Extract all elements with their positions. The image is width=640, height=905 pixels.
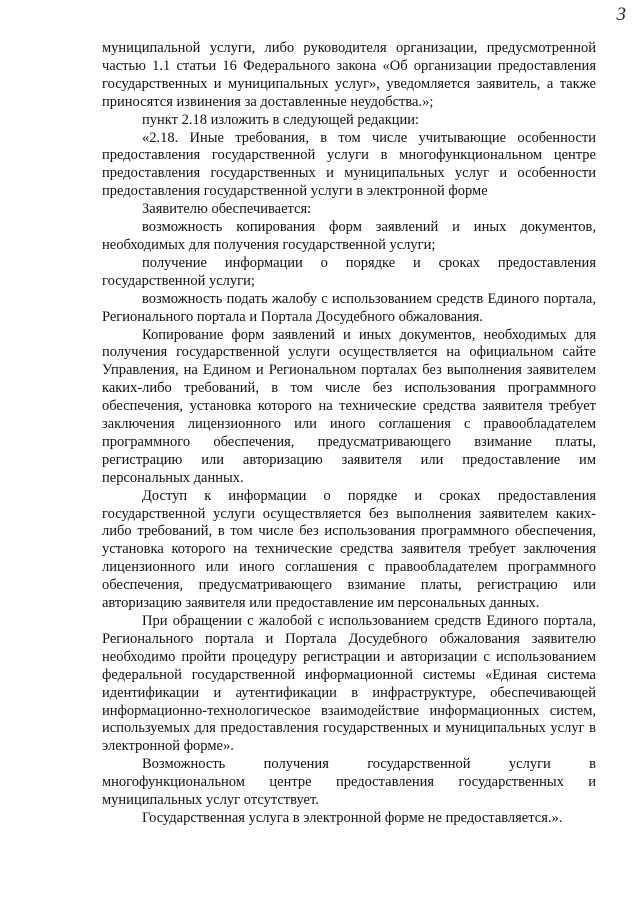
paragraph-section-2-18: «2.18. Иные требования, в том числе учитывающие особенности предоставления государственной услуги в многофункциональном центре предоставления государственных и муниципальных услуг и особенности предоставления государственной услуги в электронной форме — [102, 129, 596, 200]
paragraph-access-information: Доступ к информации о порядке и сроках предоставления государственной услуги осуществляется без выполнения заявителем каких-либо требований, в том числе без использования программного обеспечения, установка которого на технические средства заявителя требует заключения лицензионного или иного соглашения с правообладателем программного обеспечения, предусматривающего взимание платы, регистрацию или авторизацию заявителя или предоставление им персональных данных. — [102, 487, 596, 612]
paragraph-complaint-procedure: При обращении с жалобой с использованием средств Единого портала, Регионального портала и Портала Досудебного обжалования заявителю необходимо пройти процедуру регистрации и авторизации с использованием федеральной государственной информационной системы «Единая система идентификации и аутентификации в инфраструктуре, обеспечивающей информационно-технологическое взаимодействие информационных систем, используемых для предоставления государственных и муниципальных услуг в электронной форме». — [102, 613, 596, 755]
document-body — [102, 40, 596, 828]
paragraph-electronic-form: Государственная услуга в электронной форме не предоставляется.». — [142, 809, 563, 826]
paragraph-mfc-unavailable: Возможность получения государственной услуги в многофункциональном центре предоставления государственных и муниципальных услуг отсутствует. — [102, 756, 596, 809]
paragraph-copying-forms: Копирование форм заявлений и иных документов, необходимых для получения государственной услуги осуществляется на официальном сайте Управления, на Едином и Региональном порталах без выполнения заявителем каких-либо требований, в том числе без использования программного обеспечения, установка которого на технические средства заявителя требует заключения лицензионного или иного соглашения с правообладателем программного обеспечения, предусматривающего взимание платы, регистрацию или авторизацию заявителя или предоставление им персональных данных. — [102, 326, 596, 486]
page-number: 3 — [616, 4, 626, 25]
paragraph-amendment-intro: пункт 2.18 изложить в следующей редакции: — [142, 111, 420, 128]
list-item-information: получение информации о порядке и сроках предоставления государственной услуги; — [102, 254, 596, 289]
list-item-complaint: возможность подать жалобу с использованием средств Единого портала, Регионального портала и Портала Досудебного обжалования. — [102, 290, 596, 325]
list-item-copying-forms: возможность копирования форм заявлений и иных документов, необходимых для получения государственной услуги; — [102, 219, 596, 253]
paragraph-continuation: муниципальной услуги, либо руководителя организации, предусмотренной частью 1.1 статьи 16 Федерального закона «Об организации предоставления государственных и муниципальных услуг», уведомляется заявитель, а также приносятся извинения за доставленные неудобства.»; — [102, 40, 596, 110]
paragraph-provided-to-applicant: Заявителю обеспечивается: — [142, 201, 312, 218]
